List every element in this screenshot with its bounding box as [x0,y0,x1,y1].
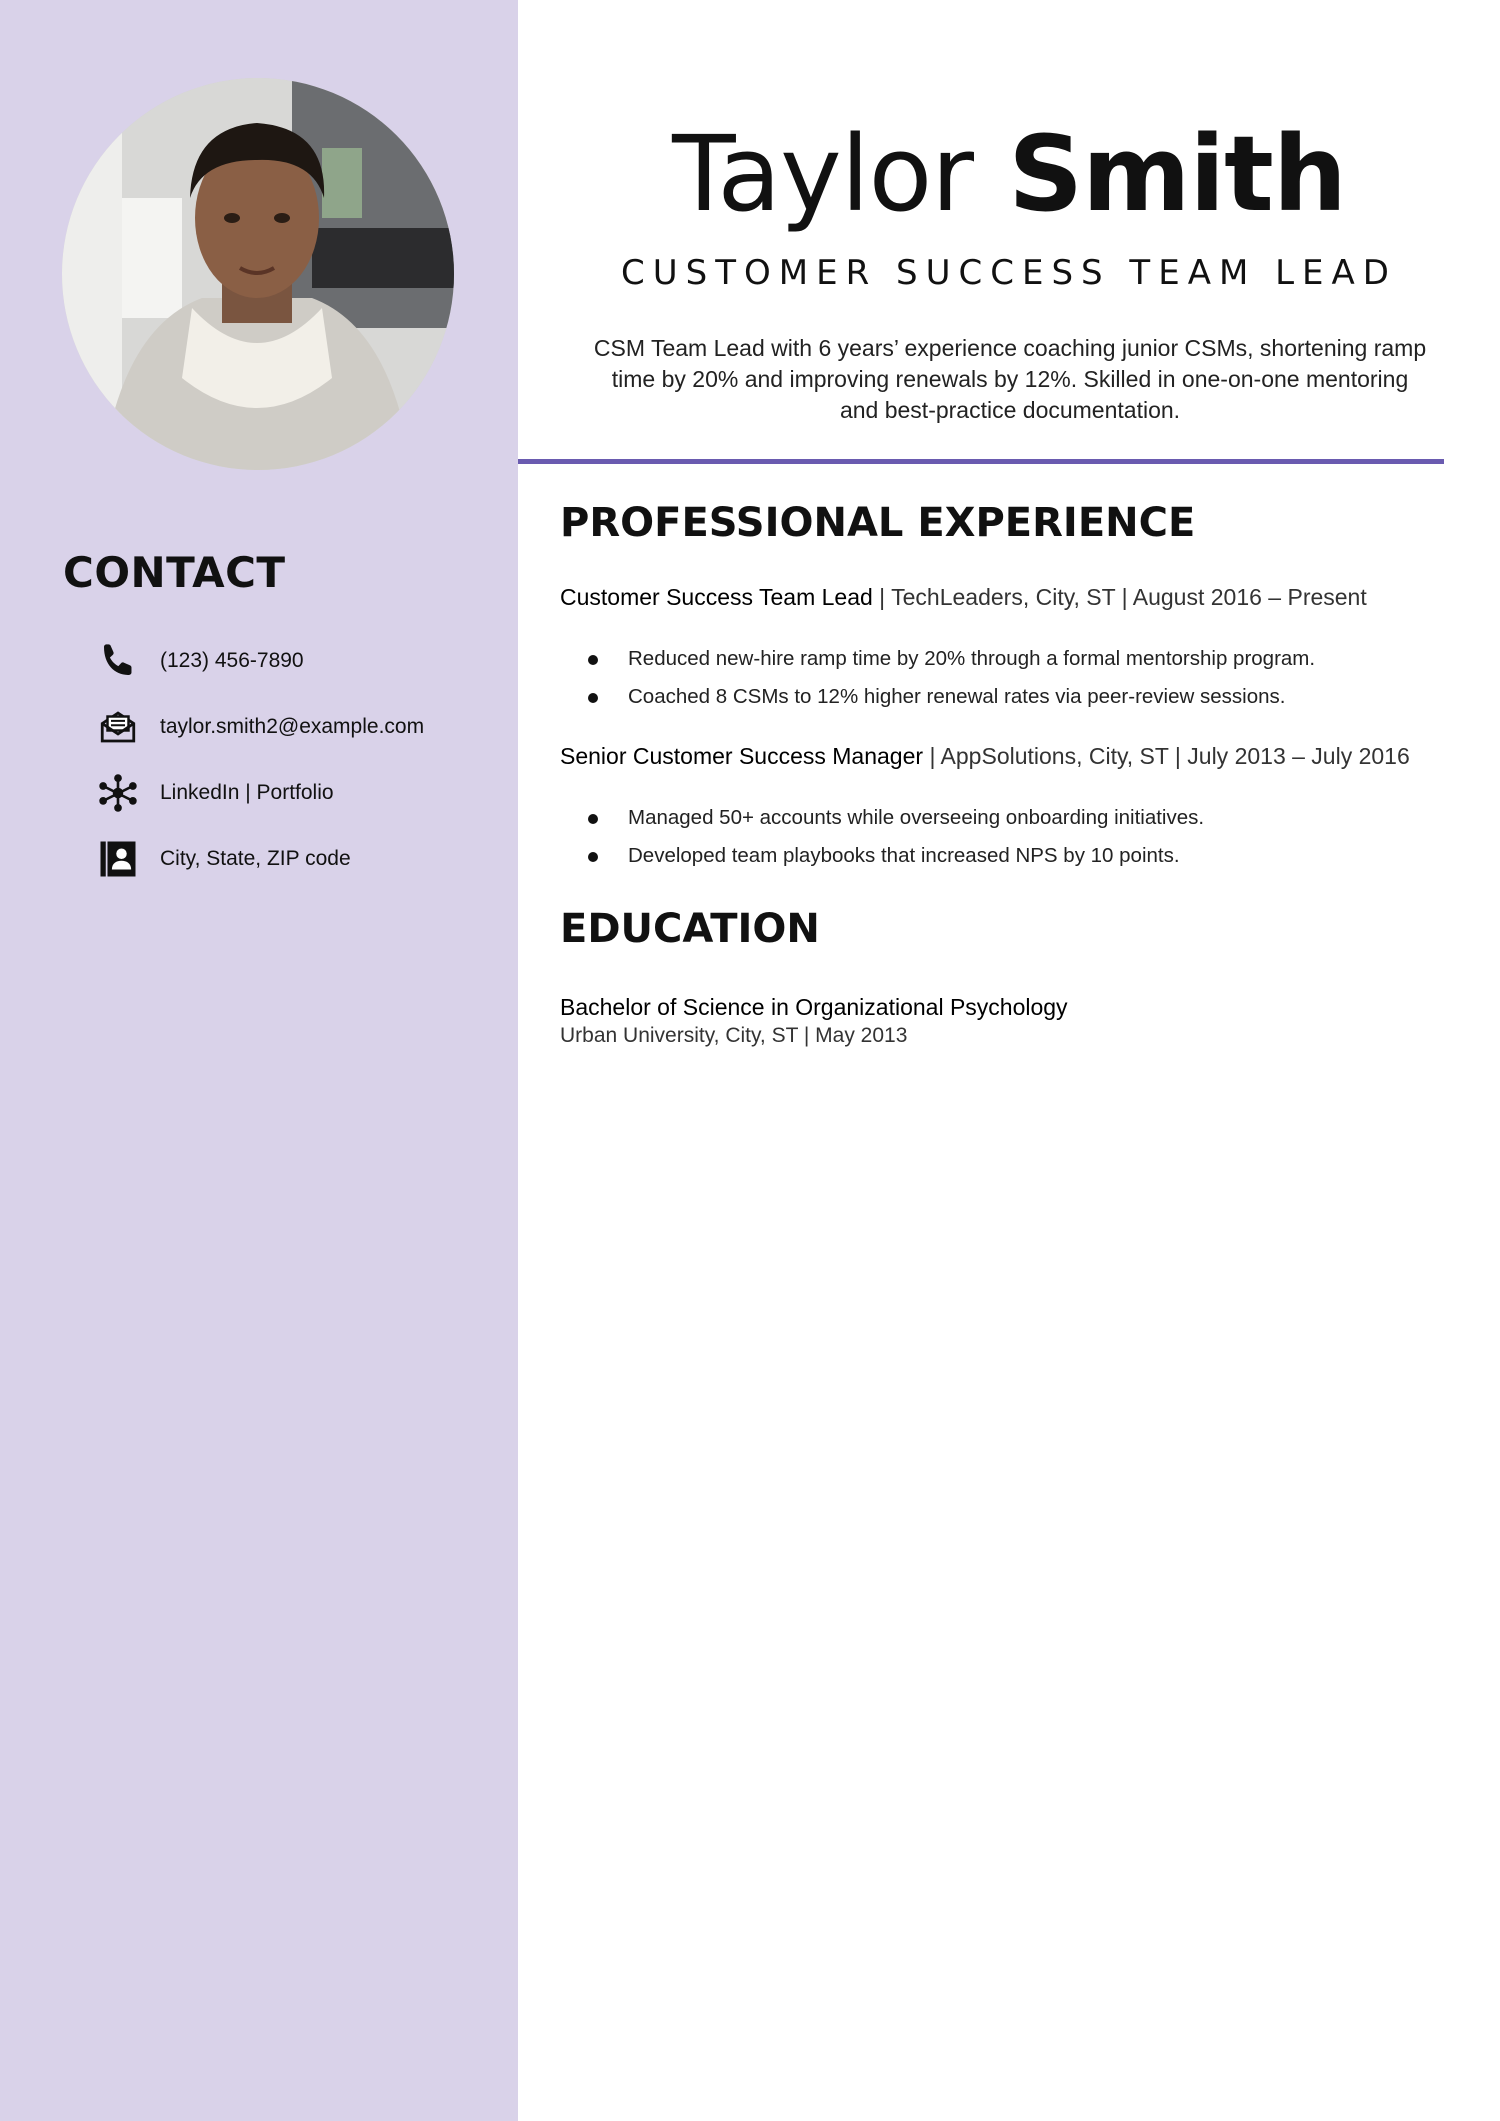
education-heading: EDUCATION [560,906,820,952]
job-title: CUSTOMER SUCCESS TEAM LEAD [621,253,1397,293]
sidebar [0,0,518,2121]
list-item: Reduced new-hire ramp time by 20% through a formal mentorship program. [588,640,1315,678]
contact-address [96,826,496,892]
job-entry-1 [560,584,1367,611]
last-name: Smith [1008,113,1346,235]
candidate-name [518,112,1500,236]
email-address[interactable]: taylor.smith2@example.com [160,715,425,738]
contact-links [96,760,496,826]
address-text: City, State, ZIP code [160,847,351,870]
education-degree: Bachelor of Science in Organizational Psychology [560,994,1068,1020]
job-role: Senior Customer Success Manager [560,743,924,769]
linkedin-portfolio-links[interactable]: LinkedIn | Portfolio [160,781,334,804]
email-icon [96,705,140,749]
list-item: Developed team playbooks that increased NPS by 10 points. [588,837,1204,875]
job-entry-2 [560,743,1410,770]
header-divider [518,459,1444,464]
contact-list [96,628,496,892]
profile-photo [62,78,454,470]
address-book-icon [96,837,140,881]
first-name: Taylor [672,113,973,235]
job-details: | AppSolutions, City, ST | July 2013 – July 2016 [923,743,1410,769]
list-item: Managed 50+ accounts while overseeing onboarding initiatives. [588,799,1204,837]
list-item: Coached 8 CSMs to 12% higher renewal rates via peer-review sessions. [588,678,1315,716]
contact-email [96,694,496,760]
phone-number[interactable]: (123) 456-7890 [160,649,304,672]
contact-heading: CONTACT [63,548,286,597]
job-2-bullets [588,799,1204,875]
phone-icon [96,639,140,683]
education-school: Urban University, City, ST | May 2013 [560,1024,908,1047]
profile-summary: CSM Team Lead with 6 years’ experience coaching junior CSMs, shortening ramp time by 20% and improving renewals by 12%. Skilled in one-on-one mentoring and best-practice documentation. [593,335,1427,423]
contact-phone [96,628,496,694]
experience-heading: PROFESSIONAL EXPERIENCE [560,500,1196,546]
job-1-bullets [588,640,1315,716]
job-details: | TechLeaders, City, ST | August 2016 – Present [872,584,1367,610]
network-icon [96,771,140,815]
job-role: Customer Success Team Lead [560,584,873,610]
